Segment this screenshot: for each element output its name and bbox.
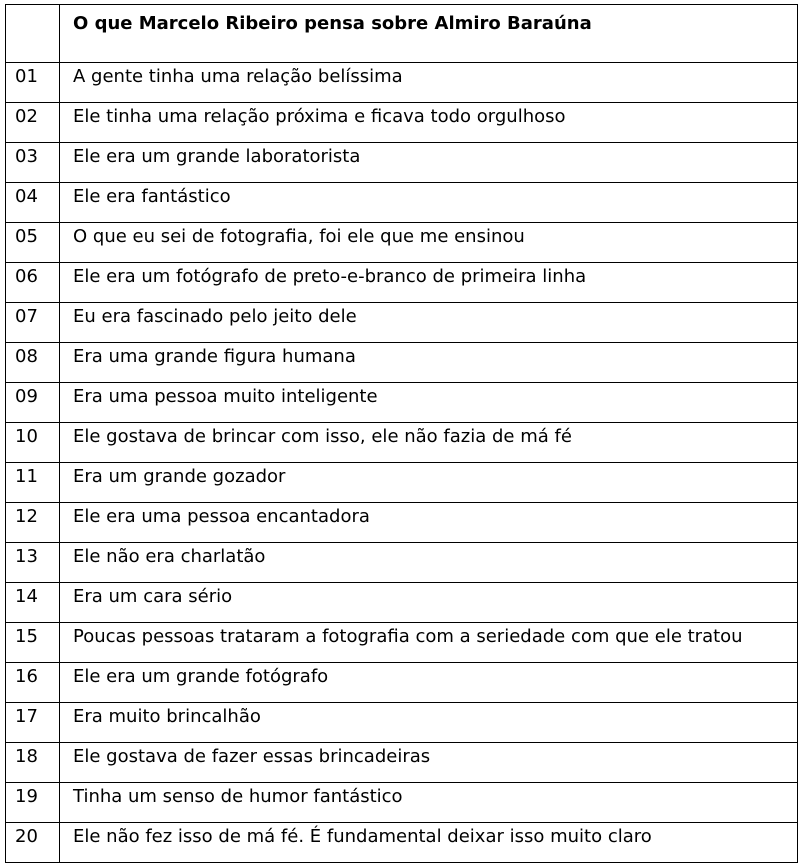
- row-number: 13: [6, 543, 60, 583]
- row-quote: Ele tinha uma relação próxima e ficava todo orgulhoso: [60, 103, 798, 143]
- row-quote: Ele era um fotógrafo de preto-e-branco de primeira linha: [60, 263, 798, 303]
- row-quote: Ele não era charlatão: [60, 543, 798, 583]
- row-quote: Ele era um grande laboratorista: [60, 143, 798, 183]
- row-quote: Era muito brincalhão: [60, 703, 798, 743]
- table-body: [6, 63, 798, 863]
- row-quote: Era um grande gozador: [60, 463, 798, 503]
- table-row: [6, 823, 798, 863]
- table-row: [6, 423, 798, 463]
- table-row: [6, 103, 798, 143]
- row-number: 12: [6, 503, 60, 543]
- row-quote: Ele gostava de brincar com isso, ele não fazia de má fé: [60, 423, 798, 463]
- table-row: [6, 663, 798, 703]
- row-quote: Ele era fantástico: [60, 183, 798, 223]
- table-row: [6, 183, 798, 223]
- table-row: [6, 583, 798, 623]
- row-number: 15: [6, 623, 60, 663]
- row-number: 01: [6, 63, 60, 103]
- row-quote: Ele era uma pessoa encantadora: [60, 503, 798, 543]
- row-number: 02: [6, 103, 60, 143]
- table-title: O que Marcelo Ribeiro pensa sobre Almiro Baraúna: [60, 5, 798, 63]
- row-number: 04: [6, 183, 60, 223]
- row-number: 10: [6, 423, 60, 463]
- table-row: [6, 263, 798, 303]
- table-row: [6, 223, 798, 263]
- table-row: [6, 623, 798, 663]
- table-row: [6, 463, 798, 503]
- row-quote: Eu era fascinado pelo jeito dele: [60, 303, 798, 343]
- row-quote: O que eu sei de fotografia, foi ele que me ensinou: [60, 223, 798, 263]
- row-quote: Ele era um grande fotógrafo: [60, 663, 798, 703]
- table-row: [6, 743, 798, 783]
- row-quote: Ele gostava de fazer essas brincadeiras: [60, 743, 798, 783]
- table-row: [6, 63, 798, 103]
- row-number: 19: [6, 783, 60, 823]
- table-row: [6, 343, 798, 383]
- row-number: 11: [6, 463, 60, 503]
- row-number: 17: [6, 703, 60, 743]
- row-number: 07: [6, 303, 60, 343]
- table-row: [6, 543, 798, 583]
- row-quote: Tinha um senso de humor fantástico: [60, 783, 798, 823]
- row-number: 14: [6, 583, 60, 623]
- row-quote: Ele não fez isso de má fé. É fundamental deixar isso muito claro: [60, 823, 798, 863]
- row-quote: Era uma grande figura humana: [60, 343, 798, 383]
- table-header-row: [6, 5, 798, 63]
- quote-table: [5, 4, 798, 863]
- table-row: [6, 303, 798, 343]
- table-row: [6, 143, 798, 183]
- row-number: 09: [6, 383, 60, 423]
- header-number-cell: [6, 5, 60, 63]
- row-quote: A gente tinha uma relação belíssima: [60, 63, 798, 103]
- row-number: 03: [6, 143, 60, 183]
- row-quote: Poucas pessoas trataram a fotografia com a seriedade com que ele tratou: [60, 623, 798, 663]
- row-number: 18: [6, 743, 60, 783]
- table-row: [6, 703, 798, 743]
- row-number: 16: [6, 663, 60, 703]
- row-number: 06: [6, 263, 60, 303]
- table-row: [6, 783, 798, 823]
- row-number: 08: [6, 343, 60, 383]
- row-number: 05: [6, 223, 60, 263]
- row-quote: Era um cara sério: [60, 583, 798, 623]
- row-number: 20: [6, 823, 60, 863]
- table-row: [6, 503, 798, 543]
- table-row: [6, 383, 798, 423]
- row-quote: Era uma pessoa muito inteligente: [60, 383, 798, 423]
